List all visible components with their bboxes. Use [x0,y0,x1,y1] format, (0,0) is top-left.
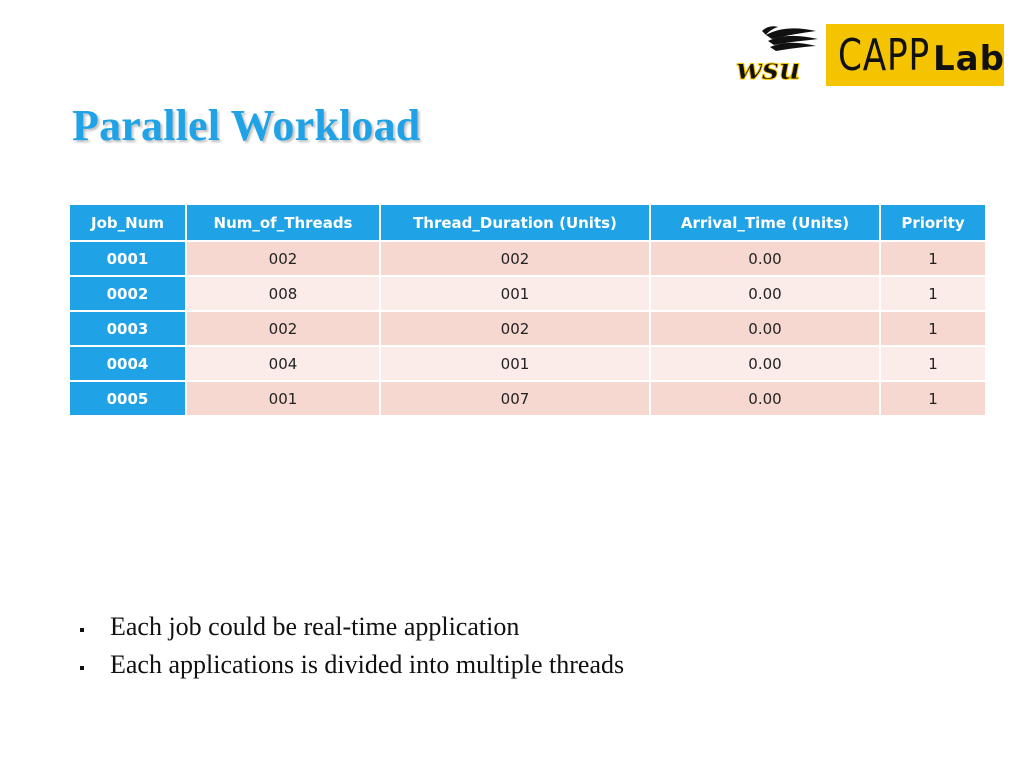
bullet-dot-icon [80,666,84,670]
bullet-text: Each job could be real-time application [110,612,520,641]
cell-arrival-time: 0.00 [650,381,880,416]
cell-arrival-time: 0.00 [650,241,880,276]
table-row [69,311,986,346]
header-priority: Priority [880,204,986,241]
cell-priority: 1 [880,311,986,346]
table-row [69,276,986,311]
logo-group [732,24,1004,86]
cell-job-num: 0004 [69,346,186,381]
cell-priority: 1 [880,346,986,381]
cell-job-num: 0005 [69,381,186,416]
wsu-logo-text: wsu [736,52,801,85]
cell-priority: 1 [880,381,986,416]
wsu-wheat-logo [732,25,820,85]
capp-lab-logo [826,24,1004,86]
header-num-of-threads: Num_of_Threads [186,204,380,241]
cell-job-num: 0003 [69,311,186,346]
lab-logo-text: Lab [932,39,1005,79]
table-row [69,241,986,276]
bullet-dot-icon [80,628,84,632]
table-row [69,381,986,416]
cell-thread-duration: 002 [380,241,650,276]
cell-arrival-time: 0.00 [650,311,880,346]
cell-num-of-threads: 008 [186,276,380,311]
cell-thread-duration: 002 [380,311,650,346]
header-thread-duration: Thread_Duration (Units) [380,204,650,241]
capp-logo-text: CAPP [838,29,931,81]
cell-num-of-threads: 001 [186,381,380,416]
table-header-row [69,204,986,241]
cell-arrival-time: 0.00 [650,346,880,381]
bullet-text: Each applications is divided into multiple threads [110,650,625,679]
cell-arrival-time: 0.00 [650,276,880,311]
bullet-item [80,646,624,684]
bullet-item [80,608,624,646]
bullet-list [80,608,624,684]
cell-job-num: 0001 [69,241,186,276]
header-job-num: Job_Num [69,204,186,241]
workload-table [68,203,987,417]
cell-num-of-threads: 002 [186,311,380,346]
cell-thread-duration: 001 [380,346,650,381]
cell-thread-duration: 007 [380,381,650,416]
table-row [69,346,986,381]
cell-priority: 1 [880,241,986,276]
slide-title: Parallel Workload [72,101,421,150]
cell-num-of-threads: 004 [186,346,380,381]
cell-job-num: 0002 [69,276,186,311]
cell-thread-duration: 001 [380,276,650,311]
cell-priority: 1 [880,276,986,311]
header-arrival-time: Arrival_Time (Units) [650,204,880,241]
cell-num-of-threads: 002 [186,241,380,276]
